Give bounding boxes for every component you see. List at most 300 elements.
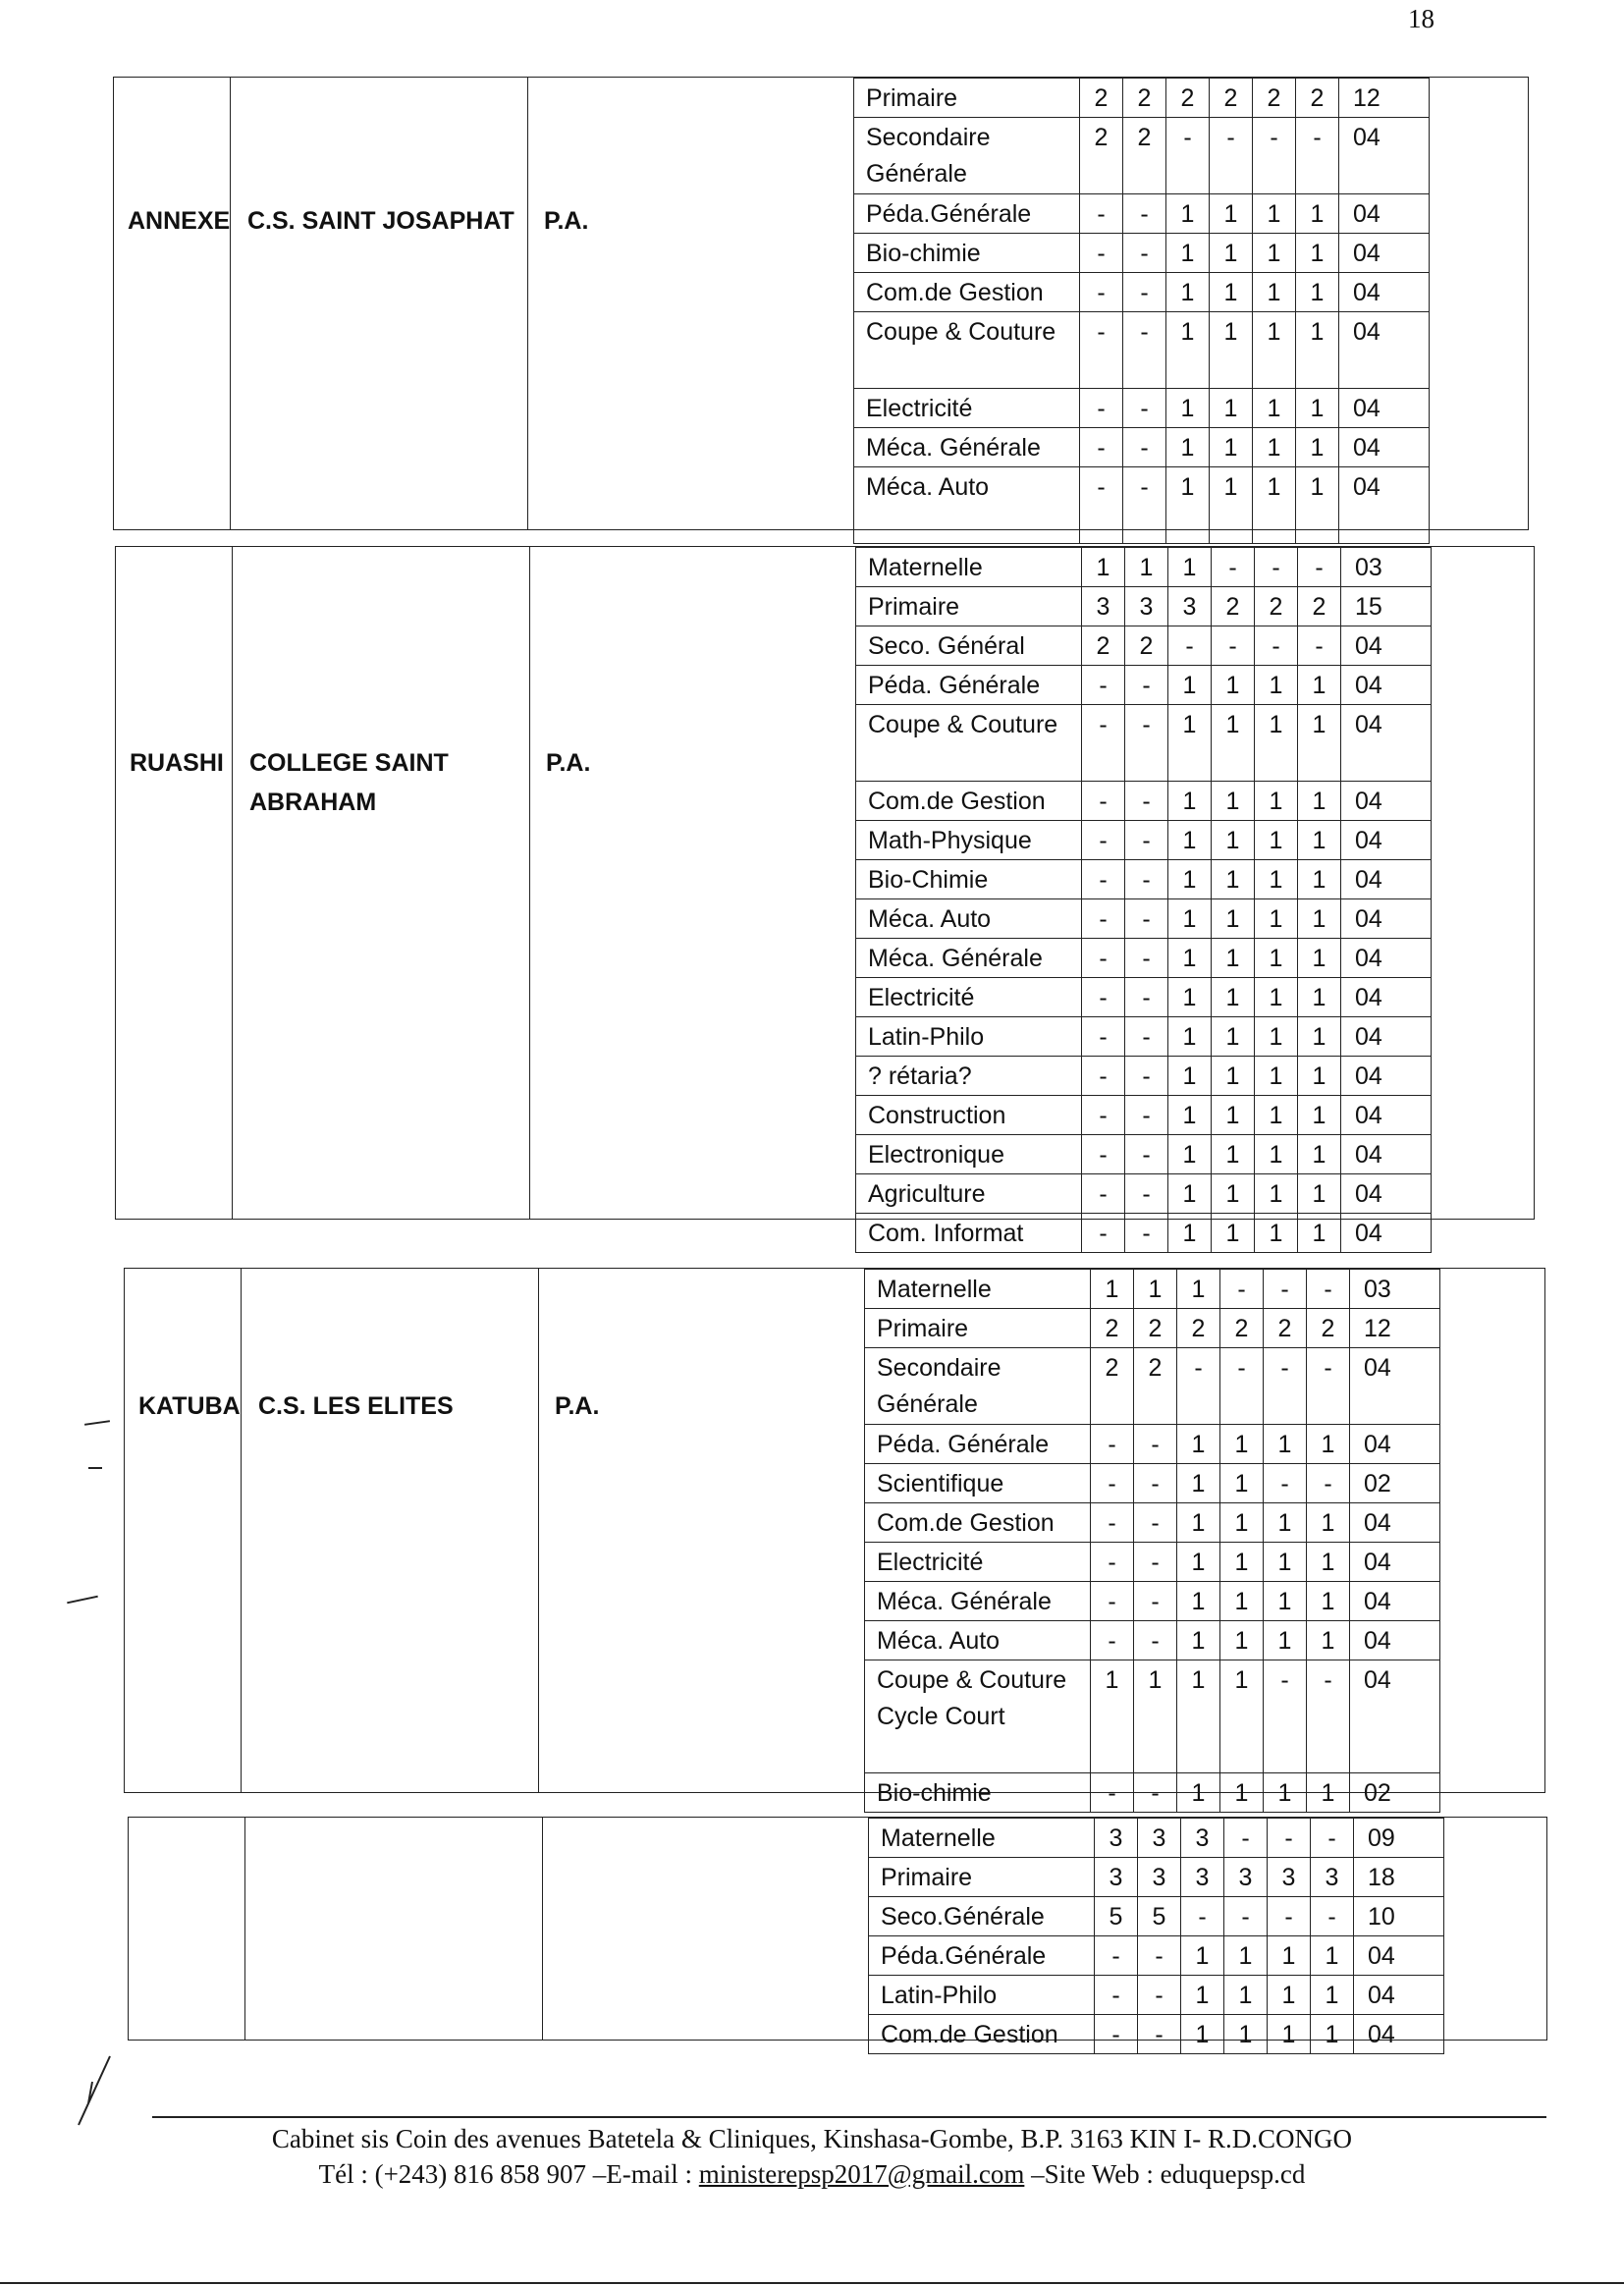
y4-cell: 1 xyxy=(1224,2015,1268,2054)
y5-cell: 1 xyxy=(1253,389,1296,428)
section-cell: Agriculture xyxy=(856,1174,1082,1214)
y5-cell: 1 xyxy=(1264,1621,1307,1660)
total-cell: 04 xyxy=(1341,1214,1432,1253)
section-cell: Primaire xyxy=(869,1858,1095,1897)
y6-cell: 2 xyxy=(1307,1309,1350,1348)
y6-cell: 1 xyxy=(1298,1017,1341,1057)
regime: P.A. xyxy=(555,1392,600,1420)
section-cell: Seco.Générale xyxy=(869,1897,1095,1936)
y6-cell: 1 xyxy=(1307,1773,1350,1813)
y5-cell: 1 xyxy=(1255,1214,1298,1253)
school-name-line: C.S. LES ELITES xyxy=(258,1392,454,1420)
y3-cell: 1 xyxy=(1168,1214,1212,1253)
page-footer xyxy=(0,2121,1624,2192)
total-cell: 04 xyxy=(1341,782,1432,821)
section-cell: Maternelle xyxy=(856,548,1082,587)
y6-cell: 1 xyxy=(1307,1425,1350,1464)
y1-cell: - xyxy=(1082,666,1125,705)
total-cell: 04 xyxy=(1350,1348,1440,1425)
section-cell: Com.de Gestion xyxy=(856,782,1082,821)
table-row xyxy=(865,1270,1440,1309)
table-row xyxy=(856,860,1432,899)
location-name: RUASHI xyxy=(130,749,224,777)
school-group xyxy=(115,546,1535,1247)
y3-cell: 1 xyxy=(1177,1503,1220,1543)
school-name xyxy=(247,201,514,241)
y4-cell: 1 xyxy=(1220,1773,1264,1813)
section-cell: Péda.Générale xyxy=(869,1936,1095,1976)
y2-cell: - xyxy=(1123,273,1166,312)
table-row xyxy=(869,2015,1444,2054)
y3-cell: 1 xyxy=(1166,234,1210,273)
total-cell: 04 xyxy=(1341,626,1432,666)
school-info xyxy=(129,1818,868,2040)
location-name: ANNEXE xyxy=(128,207,231,235)
section-cell: Primaire xyxy=(856,587,1082,626)
y5-cell: 1 xyxy=(1255,1174,1298,1214)
y4-cell: 3 xyxy=(1224,1858,1268,1897)
section-cell: Seco. Général xyxy=(856,626,1082,666)
total-cell: 04 xyxy=(1341,860,1432,899)
y2-cell: - xyxy=(1125,705,1168,782)
y1-cell: 3 xyxy=(1082,587,1125,626)
y5-cell: 2 xyxy=(1264,1309,1307,1348)
y3-cell: 1 xyxy=(1168,899,1212,939)
y4-cell: 1 xyxy=(1212,1057,1255,1096)
table-row xyxy=(856,1096,1432,1135)
section-cell: Méca. Auto xyxy=(854,467,1080,544)
y6-cell: 1 xyxy=(1296,312,1339,389)
y4-cell: 1 xyxy=(1212,705,1255,782)
y3-cell: 1 xyxy=(1168,1135,1212,1174)
y2-cell: 2 xyxy=(1123,79,1166,118)
y5-cell: 1 xyxy=(1255,1057,1298,1096)
y1-cell: - xyxy=(1091,1464,1134,1503)
y4-cell: 1 xyxy=(1212,860,1255,899)
footer-website: –Site Web : eduquepsp.cd xyxy=(1024,2159,1306,2189)
y6-cell: - xyxy=(1298,626,1341,666)
y1-cell: - xyxy=(1080,273,1123,312)
table-row xyxy=(854,79,1430,118)
y1-cell: 2 xyxy=(1091,1309,1134,1348)
y6-cell: 1 xyxy=(1311,1976,1354,2015)
section-cell: Latin-Philo xyxy=(869,1976,1095,2015)
y3-cell: 1 xyxy=(1166,273,1210,312)
section-cell: Latin-Philo xyxy=(856,1017,1082,1057)
y3-cell: 1 xyxy=(1166,312,1210,389)
y2-cell: - xyxy=(1134,1621,1177,1660)
y2-cell: - xyxy=(1123,467,1166,544)
y6-cell: 2 xyxy=(1296,79,1339,118)
section-cell: Electronique xyxy=(856,1135,1082,1174)
y6-cell: - xyxy=(1307,1270,1350,1309)
location-name: KATUBA xyxy=(138,1392,241,1420)
y3-cell: 1 xyxy=(1177,1270,1220,1309)
y3-cell: 1 xyxy=(1166,467,1210,544)
y2-cell: - xyxy=(1125,1135,1168,1174)
y3-cell: 3 xyxy=(1181,1858,1224,1897)
y1-cell: 2 xyxy=(1080,118,1123,194)
total-cell: 04 xyxy=(1341,1174,1432,1214)
y1-cell: 2 xyxy=(1080,79,1123,118)
y1-cell: - xyxy=(1091,1582,1134,1621)
y6-cell: - xyxy=(1296,118,1339,194)
school-name-line: C.S. SAINT JOSAPHAT xyxy=(247,207,514,235)
y1-cell: - xyxy=(1095,2015,1138,2054)
table-row xyxy=(865,1621,1440,1660)
y3-cell: - xyxy=(1166,118,1210,194)
y4-cell: - xyxy=(1212,626,1255,666)
y2-cell: - xyxy=(1123,428,1166,467)
y4-cell: - xyxy=(1220,1348,1264,1425)
y6-cell: 1 xyxy=(1298,666,1341,705)
y5-cell: 1 xyxy=(1264,1503,1307,1543)
table-row xyxy=(856,626,1432,666)
y1-cell: - xyxy=(1080,234,1123,273)
total-cell: 04 xyxy=(1341,1135,1432,1174)
y3-cell: 1 xyxy=(1181,1976,1224,2015)
sections-table xyxy=(868,1818,1444,2054)
y3-cell: 1 xyxy=(1168,1174,1212,1214)
table-row xyxy=(865,1503,1440,1543)
column-rule xyxy=(241,1269,242,1792)
y2-cell: - xyxy=(1123,194,1166,234)
y4-cell: - xyxy=(1224,1897,1268,1936)
y2-cell: 2 xyxy=(1125,626,1168,666)
section-cell: Bio-chimie xyxy=(865,1773,1091,1813)
y1-cell: - xyxy=(1091,1543,1134,1582)
y5-cell: - xyxy=(1255,626,1298,666)
section-cell: ? rétaria? xyxy=(856,1057,1082,1096)
y5-cell: 1 xyxy=(1253,312,1296,389)
y1-cell: - xyxy=(1080,467,1123,544)
column-rule xyxy=(529,547,530,1219)
school-info xyxy=(116,547,855,1219)
y6-cell: 1 xyxy=(1307,1503,1350,1543)
y1-cell: - xyxy=(1082,1135,1125,1174)
y2-cell: 1 xyxy=(1134,1660,1177,1773)
table-row xyxy=(854,467,1430,544)
table-row xyxy=(856,666,1432,705)
y3-cell: 1 xyxy=(1181,2015,1224,2054)
y5-cell: 3 xyxy=(1268,1858,1311,1897)
y4-cell: 1 xyxy=(1220,1503,1264,1543)
y4-cell: 1 xyxy=(1210,312,1253,389)
total-cell: 04 xyxy=(1341,821,1432,860)
y2-cell: - xyxy=(1123,312,1166,389)
section-cell: Primaire xyxy=(854,79,1080,118)
y5-cell: 1 xyxy=(1253,273,1296,312)
y4-cell: 1 xyxy=(1224,1936,1268,1976)
sections-table xyxy=(864,1269,1440,1813)
y2-cell: - xyxy=(1138,2015,1181,2054)
y2-cell: 1 xyxy=(1134,1270,1177,1309)
y1-cell: - xyxy=(1080,312,1123,389)
y4-cell: 1 xyxy=(1212,978,1255,1017)
y6-cell: - xyxy=(1307,1464,1350,1503)
y3-cell: - xyxy=(1181,1897,1224,1936)
y4-cell: 1 xyxy=(1220,1582,1264,1621)
y2-cell: - xyxy=(1134,1464,1177,1503)
y1-cell: 1 xyxy=(1082,548,1125,587)
y3-cell: 1 xyxy=(1168,1017,1212,1057)
y2-cell: - xyxy=(1125,978,1168,1017)
y6-cell: 1 xyxy=(1298,1214,1341,1253)
y6-cell: 1 xyxy=(1307,1543,1350,1582)
y6-cell: 2 xyxy=(1298,587,1341,626)
table-row xyxy=(856,587,1432,626)
table-row xyxy=(856,1135,1432,1174)
y4-cell: 1 xyxy=(1212,939,1255,978)
margin-mark xyxy=(67,1596,98,1605)
total-cell: 04 xyxy=(1341,939,1432,978)
y3-cell: 1 xyxy=(1181,1936,1224,1976)
y4-cell: - xyxy=(1210,118,1253,194)
y2-cell: - xyxy=(1125,1214,1168,1253)
total-cell: 12 xyxy=(1339,79,1430,118)
school-info xyxy=(125,1269,864,1792)
y5-cell: 1 xyxy=(1255,705,1298,782)
y1-cell: - xyxy=(1082,782,1125,821)
y3-cell: - xyxy=(1168,626,1212,666)
y6-cell: 1 xyxy=(1298,1135,1341,1174)
y1-cell: 1 xyxy=(1091,1660,1134,1773)
school-name xyxy=(258,1387,454,1426)
column-rule xyxy=(538,1269,539,1792)
section-cell: Bio-Chimie xyxy=(856,860,1082,899)
total-cell: 03 xyxy=(1350,1270,1440,1309)
table-row xyxy=(854,234,1430,273)
school-name-line: ABRAHAM xyxy=(249,789,377,816)
section-cell: Méca. Auto xyxy=(865,1621,1091,1660)
y6-cell: 1 xyxy=(1298,939,1341,978)
y3-cell: 1 xyxy=(1168,782,1212,821)
y1-cell: - xyxy=(1091,1503,1134,1543)
y6-cell: 1 xyxy=(1298,899,1341,939)
table-row xyxy=(865,1425,1440,1464)
table-row xyxy=(854,194,1430,234)
total-cell: 04 xyxy=(1350,1582,1440,1621)
school-group xyxy=(128,1817,1547,2048)
total-cell: 18 xyxy=(1354,1858,1444,1897)
y2-cell: - xyxy=(1123,234,1166,273)
total-cell: 04 xyxy=(1341,1057,1432,1096)
section-cell: Méca. Générale xyxy=(854,428,1080,467)
table-row xyxy=(865,1464,1440,1503)
table-row xyxy=(856,548,1432,587)
y3-cell: 1 xyxy=(1168,860,1212,899)
section-cell: Electricité xyxy=(856,978,1082,1017)
y2-cell: - xyxy=(1125,666,1168,705)
section-cell: Primaire xyxy=(865,1309,1091,1348)
total-cell: 02 xyxy=(1350,1773,1440,1813)
y2-cell: - xyxy=(1125,821,1168,860)
total-cell: 04 xyxy=(1339,428,1430,467)
y1-cell: 1 xyxy=(1091,1270,1134,1309)
section-cell: Coupe & Couture xyxy=(856,705,1082,782)
y1-cell: 3 xyxy=(1095,1819,1138,1858)
y1-cell: - xyxy=(1082,1214,1125,1253)
section-cell: Math-Physique xyxy=(856,821,1082,860)
y2-cell: - xyxy=(1125,860,1168,899)
y2-cell: 3 xyxy=(1138,1858,1181,1897)
y1-cell: - xyxy=(1080,389,1123,428)
table-row xyxy=(854,273,1430,312)
total-cell: 04 xyxy=(1354,1976,1444,2015)
y4-cell: - xyxy=(1224,1819,1268,1858)
column-rule xyxy=(244,1818,245,2040)
y5-cell: - xyxy=(1264,1348,1307,1425)
y1-cell: - xyxy=(1082,939,1125,978)
table-row xyxy=(869,1858,1444,1897)
y6-cell: 1 xyxy=(1296,194,1339,234)
school-name-line: COLLEGE SAINT xyxy=(249,749,449,777)
y3-cell: 1 xyxy=(1177,1543,1220,1582)
y4-cell: 1 xyxy=(1212,782,1255,821)
y1-cell: - xyxy=(1095,1976,1138,2015)
y3-cell: - xyxy=(1177,1348,1220,1425)
y4-cell: 1 xyxy=(1212,1096,1255,1135)
y3-cell: 3 xyxy=(1168,587,1212,626)
total-cell: 04 xyxy=(1350,1660,1440,1773)
total-cell: 04 xyxy=(1339,234,1430,273)
y6-cell: 1 xyxy=(1307,1582,1350,1621)
section-cell: Maternelle xyxy=(869,1819,1095,1858)
total-cell: 04 xyxy=(1339,467,1430,544)
table-row xyxy=(856,821,1432,860)
y2-cell: - xyxy=(1134,1582,1177,1621)
y3-cell: 1 xyxy=(1168,939,1212,978)
y5-cell: 1 xyxy=(1264,1773,1307,1813)
y5-cell: - xyxy=(1253,118,1296,194)
column-rule xyxy=(542,1818,543,2040)
y6-cell: 1 xyxy=(1296,273,1339,312)
y4-cell: 1 xyxy=(1220,1464,1264,1503)
column-rule xyxy=(232,547,233,1219)
y5-cell: 1 xyxy=(1268,2015,1311,2054)
section-cell: Bio-chimie xyxy=(854,234,1080,273)
total-cell: 04 xyxy=(1341,666,1432,705)
y5-cell: 1 xyxy=(1253,467,1296,544)
y6-cell: - xyxy=(1298,548,1341,587)
y2-cell: - xyxy=(1134,1425,1177,1464)
table-row xyxy=(856,1214,1432,1253)
total-cell: 15 xyxy=(1341,587,1432,626)
y3-cell: 1 xyxy=(1168,1096,1212,1135)
y3-cell: 1 xyxy=(1168,978,1212,1017)
y4-cell: 1 xyxy=(1220,1425,1264,1464)
y5-cell: 2 xyxy=(1253,79,1296,118)
y1-cell: - xyxy=(1082,1057,1125,1096)
y4-cell: 1 xyxy=(1210,389,1253,428)
y2-cell: 2 xyxy=(1123,118,1166,194)
y2-cell: - xyxy=(1125,899,1168,939)
column-rule xyxy=(230,78,231,529)
y2-cell: 5 xyxy=(1138,1897,1181,1936)
y3-cell: 3 xyxy=(1181,1819,1224,1858)
y5-cell: 1 xyxy=(1264,1543,1307,1582)
y1-cell: 5 xyxy=(1095,1897,1138,1936)
table-row xyxy=(856,939,1432,978)
y4-cell: 1 xyxy=(1210,194,1253,234)
y5-cell: - xyxy=(1264,1660,1307,1773)
y3-cell: 1 xyxy=(1166,194,1210,234)
total-cell: 04 xyxy=(1350,1621,1440,1660)
y5-cell: 1 xyxy=(1255,1096,1298,1135)
section-cell: Scientifique xyxy=(865,1464,1091,1503)
total-cell: 12 xyxy=(1350,1309,1440,1348)
y1-cell: - xyxy=(1080,194,1123,234)
y3-cell: 1 xyxy=(1168,548,1212,587)
regime: P.A. xyxy=(546,749,591,777)
y3-cell: 1 xyxy=(1177,1464,1220,1503)
y4-cell: 1 xyxy=(1212,821,1255,860)
signature-stroke xyxy=(71,2052,130,2131)
y6-cell: - xyxy=(1307,1348,1350,1425)
footer-email[interactable]: ministerepsp2017@gmail.com xyxy=(698,2159,1025,2189)
y1-cell: - xyxy=(1091,1621,1134,1660)
y1-cell: - xyxy=(1095,1936,1138,1976)
y6-cell: 1 xyxy=(1311,1936,1354,1976)
y2-cell: 1 xyxy=(1125,548,1168,587)
y3-cell: 1 xyxy=(1177,1773,1220,1813)
section-cell: Com.de Gestion xyxy=(865,1503,1091,1543)
y5-cell: 1 xyxy=(1255,666,1298,705)
y4-cell: 2 xyxy=(1220,1309,1264,1348)
y5-cell: - xyxy=(1264,1464,1307,1503)
y6-cell: 1 xyxy=(1298,1174,1341,1214)
total-cell: 10 xyxy=(1354,1897,1444,1936)
bottom-edge-line xyxy=(0,2282,1624,2284)
school-info xyxy=(114,78,853,529)
y2-cell: - xyxy=(1138,1936,1181,1976)
total-cell: 04 xyxy=(1339,118,1430,194)
y5-cell: 1 xyxy=(1253,194,1296,234)
y5-cell: - xyxy=(1268,1819,1311,1858)
table-row xyxy=(869,1819,1444,1858)
y2-cell: - xyxy=(1134,1543,1177,1582)
y5-cell: 1 xyxy=(1268,1976,1311,2015)
y6-cell: 1 xyxy=(1311,2015,1354,2054)
y4-cell: 1 xyxy=(1210,273,1253,312)
section-cell: Péda. Générale xyxy=(865,1425,1091,1464)
y6-cell: - xyxy=(1311,1897,1354,1936)
y5-cell: - xyxy=(1264,1270,1307,1309)
y2-cell: - xyxy=(1125,1096,1168,1135)
total-cell: 04 xyxy=(1339,389,1430,428)
y2-cell: - xyxy=(1125,939,1168,978)
y5-cell: 2 xyxy=(1255,587,1298,626)
y5-cell: 1 xyxy=(1255,899,1298,939)
y3-cell: 2 xyxy=(1177,1309,1220,1348)
y6-cell: 1 xyxy=(1296,234,1339,273)
section-cell: Coupe & Couture Cycle Court xyxy=(865,1660,1091,1773)
y2-cell: 3 xyxy=(1125,587,1168,626)
total-cell: 04 xyxy=(1341,1017,1432,1057)
y4-cell: 1 xyxy=(1212,1214,1255,1253)
table-row xyxy=(856,978,1432,1017)
column-rule xyxy=(527,78,528,529)
y6-cell: - xyxy=(1311,1819,1354,1858)
section-cell: Com.de Gestion xyxy=(854,273,1080,312)
sections-table xyxy=(853,78,1430,544)
section-cell: Péda. Générale xyxy=(856,666,1082,705)
y5-cell: 1 xyxy=(1255,939,1298,978)
footer-address: Cabinet sis Coin des avenues Batetela & Cliniques, Kinshasa-Gombe, B.P. 3163 KIN I- R.D.CONGO xyxy=(271,2124,1353,2153)
y5-cell: 1 xyxy=(1264,1582,1307,1621)
table-row xyxy=(854,118,1430,194)
y3-cell: 1 xyxy=(1168,821,1212,860)
